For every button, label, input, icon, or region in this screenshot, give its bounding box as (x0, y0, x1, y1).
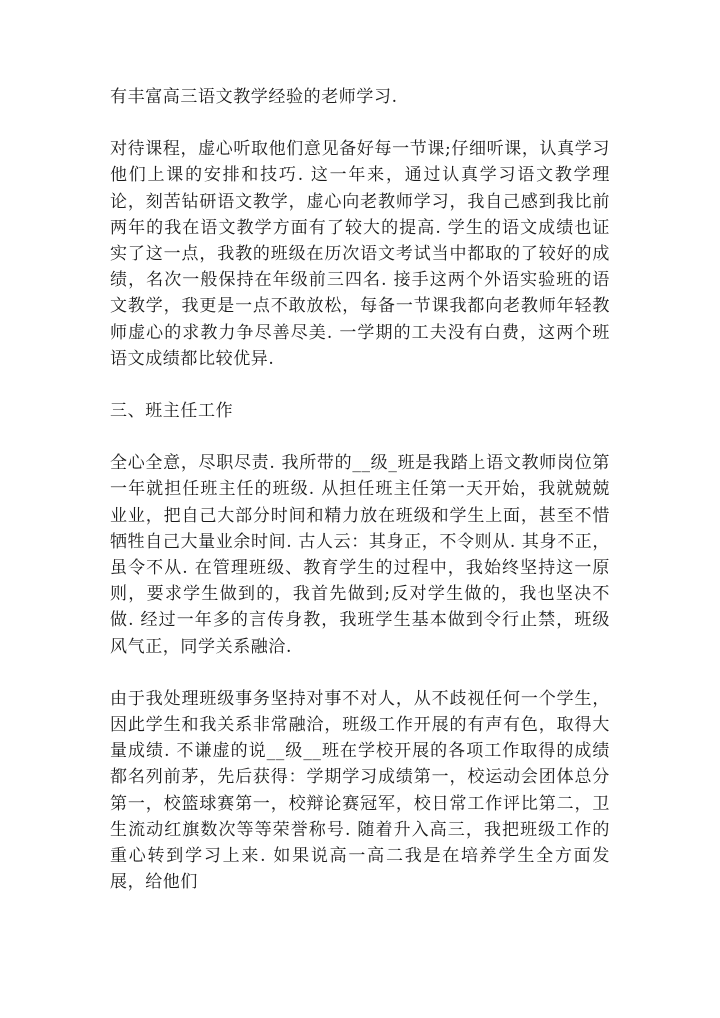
paragraph-achievements: 由于我处理班级事务坚持对事不对人，从不歧视任何一个学生，因此学生和我关系非常融洽，班级工作开展的有声有色，取得大量成绩. 不谦虚的说__级__班在学校开展的各项工作取得的成绩都名列前茅，先后获得：学期学习成绩第一，校运动会团体总分第一，校篮球赛第一，校辩论赛冠军，校日常工作评比第二，卫生流动红旗数次等等荣誉称号. 随着升入高三，我把班级工作的重心转到学习上来. 如果说高一高二我是在培养学生全方面发展，给他们 (110, 688, 610, 893)
paragraph-gap (110, 110, 610, 136)
section-heading: 三、班主任工作 (110, 401, 234, 422)
paragraph-gap (110, 424, 610, 450)
paragraph-teaching: 对待课程，虚心听取他们意见备好每一节课;仔细听课，认真学习他们上课的安排和技巧. 这一年来，通过认真学习语文教学理论，刻苦钻研语文教学，虚心向老教师学习，我自己感到我比前两年的我在语文教学方面有了较大的提高. 学生的语文成绩也证实了这一点，我教的班级在历次语文考试当中都取的了较好的成绩，名次一般保持在年级前三四名. 接手这两个外语实验班的语文教学，我更是一点不敢放松，每备一节课我都向老教师年轻教师虚心的求教力争尽善尽美. 一学期的工夫没有白费，这两个班语文成绩都比较优异. (110, 139, 610, 369)
paragraph-gap (110, 660, 610, 686)
document-page (110, 84, 610, 895)
paragraph-continuation: 有丰富高三语文教学经验的老师学习. (110, 87, 398, 107)
paragraph-gap (110, 372, 610, 398)
paragraph-class-management: 全心全意，尽职尽责. 我所带的__级_班是我踏上语文教师岗位第一年就担任班主任的班级. 从担任班主任第一天开始，我就兢兢业业，把自己大部分时间和精力放在班级和学生上面，甚至不惜牺牲自己大量业余时间. 古人云：其身正，不令则从. 其身不正，虽令不从. 在管理班级、教育学生的过程中，我始终坚持这一原则，要求学生做到的，我首先做到;反对学生做的，我也坚决不做. 经过一年多的言传身教，我班学生基本做到令行止禁，班级风气正，同学关系融洽. (110, 453, 610, 657)
